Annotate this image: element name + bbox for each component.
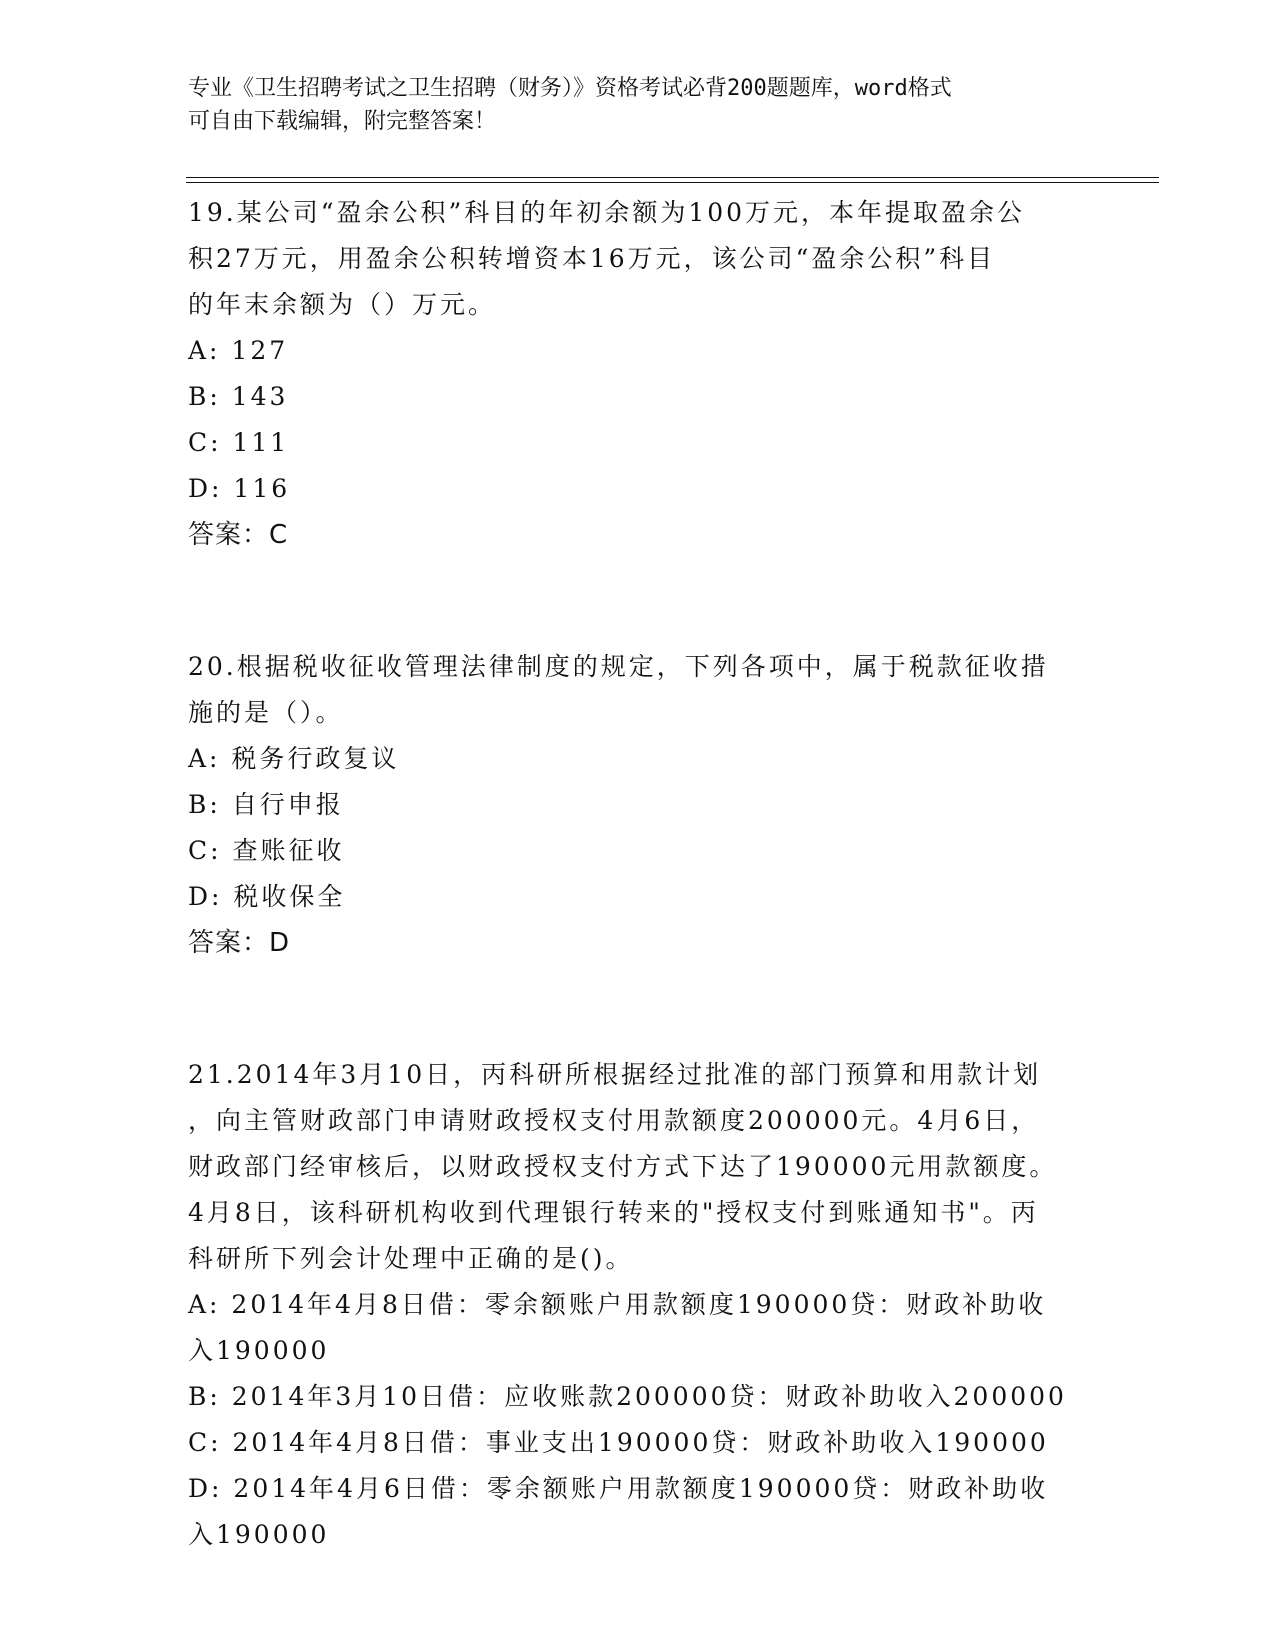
question-stem-line: 4月8日，该科研机构收到代理银行转来的"授权支付到账通知书"。丙 bbox=[188, 1198, 1039, 1227]
header-divider-top bbox=[186, 177, 1159, 178]
question-stem-line: 的年末余额为（）万元。 bbox=[188, 290, 497, 319]
option-d: D: 116 bbox=[188, 474, 291, 503]
question-21 bbox=[188, 1052, 1128, 1558]
question-stem-line: 20.根据税收征收管理法律制度的规定，下列各项中，属于税款征收措 bbox=[188, 652, 1049, 681]
option-d: D: 税收保全 bbox=[188, 882, 346, 911]
question-spacer bbox=[188, 558, 1128, 644]
question-stem-line: 21.2014年3月10日，丙科研所根据经过批准的部门预算和用款计划 bbox=[188, 1060, 1042, 1089]
option-c: C: 111 bbox=[188, 428, 290, 457]
option-a: A: 税务行政复议 bbox=[188, 744, 400, 773]
question-list bbox=[188, 190, 1128, 1558]
document-header bbox=[188, 72, 1088, 138]
option-b: B: 自行申报 bbox=[188, 790, 344, 819]
question-stem-line: ，向主管财政部门申请财政授权支付用款额度200000元。4月6日， bbox=[188, 1106, 1040, 1135]
question-stem-line: 科研所下列会计处理中正确的是()。 bbox=[188, 1244, 634, 1273]
option-d-continued: 入190000 bbox=[188, 1520, 330, 1549]
option-d: D: 2014年4月6日借：零余额账户用款额度190000贷：财政补助收 bbox=[188, 1474, 1049, 1503]
question-20 bbox=[188, 644, 1128, 966]
option-c: C: 查账征收 bbox=[188, 836, 345, 865]
question-stem-line: 施的是（）。 bbox=[188, 698, 344, 727]
answer-label: 答案：D bbox=[188, 928, 291, 958]
option-b: B: 2014年3月10日借：应收账款200000贷：财政补助收入200000 bbox=[188, 1382, 1067, 1411]
option-c: C: 2014年4月8日借：事业支出190000贷：财政补助收入190000 bbox=[188, 1428, 1049, 1457]
question-stem-line: 积27万元，用盈余公积转增资本16万元，该公司“盈余公积”科目 bbox=[188, 244, 996, 273]
answer-label: 答案：C bbox=[188, 520, 289, 550]
option-a: A: 127 bbox=[188, 336, 289, 365]
option-b: B: 143 bbox=[188, 382, 289, 411]
option-a-continued: 入190000 bbox=[188, 1336, 330, 1365]
header-line-2: 可自由下载编辑，附完整答案！ bbox=[188, 109, 497, 134]
question-stem-line: 19.某公司“盈余公积”科目的年初余额为100万元，本年提取盈余公 bbox=[188, 198, 1026, 227]
question-stem-line: 财政部门经审核后，以财政授权支付方式下达了190000元用款额度。 bbox=[188, 1152, 1058, 1181]
option-a: A: 2014年4月8日借：零余额账户用款额度190000贷：财政补助收 bbox=[188, 1290, 1047, 1319]
header-divider-bottom bbox=[186, 182, 1159, 183]
question-19 bbox=[188, 190, 1128, 558]
question-spacer bbox=[188, 966, 1128, 1052]
header-line-1: 专业《卫生招聘考试之卫生招聘（财务）》资格考试必背200题题库，word格式 bbox=[188, 76, 952, 101]
